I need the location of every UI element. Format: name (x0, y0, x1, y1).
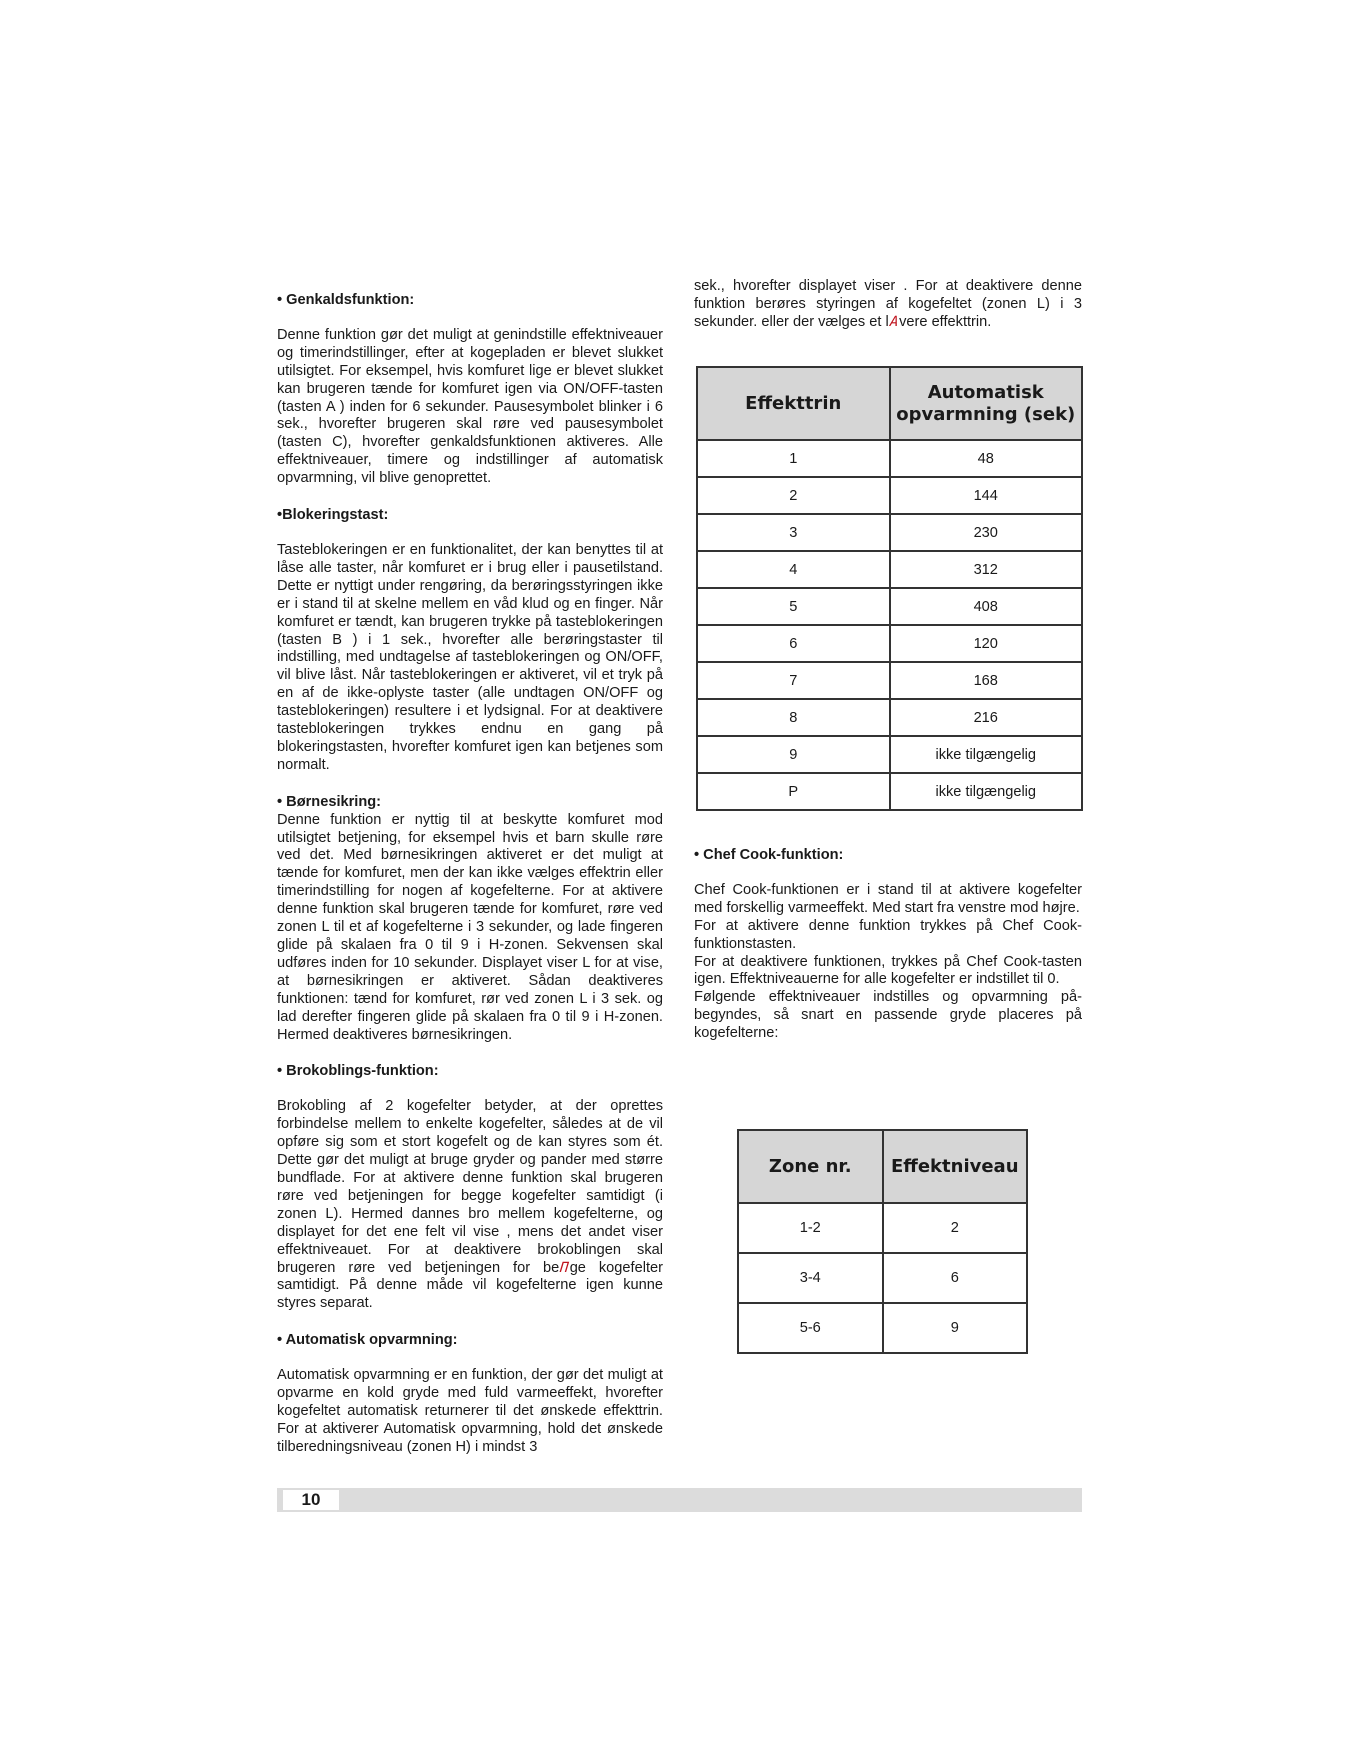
cell-trin: 7 (697, 662, 890, 699)
table-row (697, 699, 1082, 736)
effekt-table-header-trin: Effekttrin (697, 367, 890, 440)
left-column (277, 292, 663, 1457)
born-body: Denne funktion er nyttig til at beskytte komfuret mod utilsigtet betjening, for eksempel hvis et barn skulle røre ved det. Med børnesikringen aktiveret er det muligt at tænde for komfuret, men der kan ikke vælges effektrin eller timerindstilling for nogen af kogefelterne. For at aktivere denne funktion skal brugeren tænde for komfuret, røre ved zonen L til et af kogefelterne i 3 sekunder, og lade fingeren glide på skalaen fra 0 til 9 i H-zonen. Sekvensen skal udføres inden for 10 sekunder. Displayet viser L for at vise, at børnesikringen er aktiveret. Sådan deaktiveres funktionen: tænd for komfuret, rør ved zonen L i 3 sek. og lad derefter fingeren glide på skalaen fra 0 til 9 i H-zonen. Hermed deaktiveres børnesikringen. (277, 811, 663, 1043)
cell-sek: 168 (890, 662, 1083, 699)
cell-sek: 230 (890, 514, 1083, 551)
blok-body: Tasteblokeringen er en funktionalitet, der kan benyttes til at låse alle taster, når komfuret er i brug eller i pausetilstand. Dette er nyttigt under rengøring, da berøringsstyringen ikke er i stand til at skelne mellem en våd klud og en finger. Når komfuret er tændt, kan brugeren trykke på tasteblokeringen (tasten B ) i 1 sek., hvorefter alle berøringstaster til indstilling, med undtagelse af tasteblokeringen og ON/OFF, vil blive låst. Når tasteblokeringen er aktiveret, vil et tryk på en af de ikke-oplyste taster (alle undtagen ON/OFF og tasteblokeringen) resultere i et lydsignal. For at deaktivere tasteblokeringen trykkes endnu en gang på blokeringstasten, hvorefter komfuret igen kan betjenes som normalt. (277, 541, 663, 773)
cell-sek: 48 (890, 440, 1083, 477)
table-row (738, 1253, 1027, 1303)
chef-paragraph: For at deaktivere funktionen, trykkes på Chef Cook-tasten igen. Effektniveauerne for alle kogefelter er indstillet til 0. (694, 953, 1082, 988)
cell-zone: 3-4 (738, 1253, 883, 1303)
bro-body-part-1: Brokobling af 2 kogefelter betyder, at der oprettes forbindelse mellem to enkelte kogefelter, således at de vil opføre sig som et stort kogefelt og de kan styres som ét. Dette gør det muligt at bruge gryder og pander med større bundflade. For at aktivere denne funktion skal brugeren røre ved betjeningen for begge kogefelter samtidigt (i zonen L). Hermed dannes bro mellem kogefelterne, og displayet for det ene felt vil vise , mens det andet viser effektniveauet. For at deaktivere brokoblingen skal brugeren røre ved betjeningen for be (277, 1098, 663, 1276)
cell-sek: 408 (890, 588, 1083, 625)
bro-body (277, 1098, 663, 1313)
blok-heading: •Blokeringstast: (277, 507, 389, 524)
cell-trin: P (697, 773, 890, 810)
table-row (697, 551, 1082, 588)
table-row (697, 773, 1082, 810)
zone-table-header-zone: Zone nr. (738, 1130, 883, 1203)
footer-bar (277, 1488, 1082, 1512)
auto-heading: • Automatisk opvarmning: (277, 1332, 458, 1349)
table-header-row (738, 1130, 1027, 1203)
cell-sek: 216 (890, 699, 1083, 736)
table-row (697, 477, 1082, 514)
zone-table-header-niveau: Effektniveau (883, 1130, 1028, 1203)
cell-trin: 4 (697, 551, 890, 588)
cell-trin: 1 (697, 440, 890, 477)
chef-paragraph: For at aktivere denne funktion trykkes på Chef Cook-funktionstasten. (694, 917, 1082, 952)
display-segment-icon: Π (559, 1259, 570, 1276)
cell-sek: 120 (890, 625, 1083, 662)
chef-paragraph: Følgende effektniveauer indstilles og opvarmning på-begyndes, så snart en passende gryde placeres på kogefelterne: (694, 989, 1082, 1042)
auto-body: Automatisk opvarmning er en funktion, der gør det muligt at opvarme en kold gryde med fuld varmeeffekt, hvorefter kogefeltet automatisk returnerer til det ønskede effekttrin. For at aktiverer Automatisk opvarmning, hold det ønskede tilberedningsniveau (zonen H) i mindst 3 (277, 1367, 663, 1455)
genkald-body: Denne funktion gør det muligt at genindstille effektniveauer og timerindstillinger, efter at kogepladen er blevet slukket utilsigtet. For eksempel, hvis komfuret lige er blevet slukket kan brugeren tænde for komfuret igen via ON/OFF-tasten (tasten A ) inden for 6 sekunder. Pausesymbolet blinker i 6 sek., hvorefter brugeren skal røre ved pausesymbolet (tasten C), hvorefter genkaldsfunktionen aktiveres. Alle effektniveauer, timere og indstillinger af automatisk opvarmning, vil blive genoprettet. (277, 326, 663, 487)
table-row (697, 625, 1082, 662)
born-heading: • Børnesikring: (277, 793, 382, 810)
cell-zone: 5-6 (738, 1303, 883, 1353)
table-row (697, 514, 1082, 551)
cell-niveau: 6 (883, 1253, 1028, 1303)
cell-zone: 1-2 (738, 1203, 883, 1253)
cell-sek: 312 (890, 551, 1083, 588)
auto-continued-part-2: vere effekttrin. (899, 313, 992, 330)
cell-sek: ikke tilgængelig (890, 773, 1083, 810)
table-row (697, 440, 1082, 477)
right-column (694, 278, 1082, 332)
cell-sek: ikke tilgængelig (890, 736, 1083, 773)
genkald-heading: • Genkaldsfunktion: (277, 292, 415, 308)
effekt-table (696, 366, 1083, 811)
display-segment-icon: A (888, 313, 900, 330)
cell-trin: 9 (697, 736, 890, 773)
cell-niveau: 9 (883, 1303, 1028, 1353)
chef-paragraph: Chef Cook-funktionen er i stand til at aktivere kogefelter med forskellig varmeeffekt. Med start fra venstre mod højre. (694, 881, 1082, 916)
chef-heading: • Chef Cook-funktion: (694, 847, 844, 863)
table-header-row (697, 367, 1082, 440)
cell-trin: 6 (697, 625, 890, 662)
cell-trin: 5 (697, 588, 890, 625)
table-row (697, 588, 1082, 625)
table-row (697, 736, 1082, 773)
cell-trin: 8 (697, 699, 890, 736)
cell-trin: 3 (697, 514, 890, 551)
bro-body-part-2: ge kogefelter samtidigt. På denne måde vil kogefelterne igen kunne styres separat. (277, 1259, 663, 1312)
chef-cook-section (694, 847, 1082, 1043)
bro-heading: • Brokoblings-funktion: (277, 1063, 439, 1080)
auto-continued-part-1: sek., hvorefter displayet viser . For at deaktivere denne funktion berøres styringen af kogefeltet (zonen L) i 3 sekunder. eller der vælges et l (694, 278, 1082, 330)
table-row (738, 1203, 1027, 1253)
cell-niveau: 2 (883, 1203, 1028, 1253)
page-number: 10 (283, 1490, 339, 1510)
zone-table (737, 1129, 1028, 1354)
auto-continued (694, 278, 1082, 332)
cell-sek: 144 (890, 477, 1083, 514)
table-row (738, 1303, 1027, 1353)
cell-trin: 2 (697, 477, 890, 514)
effekt-table-header-sek: Automatisk opvarmning (sek) (890, 367, 1083, 440)
table-row (697, 662, 1082, 699)
